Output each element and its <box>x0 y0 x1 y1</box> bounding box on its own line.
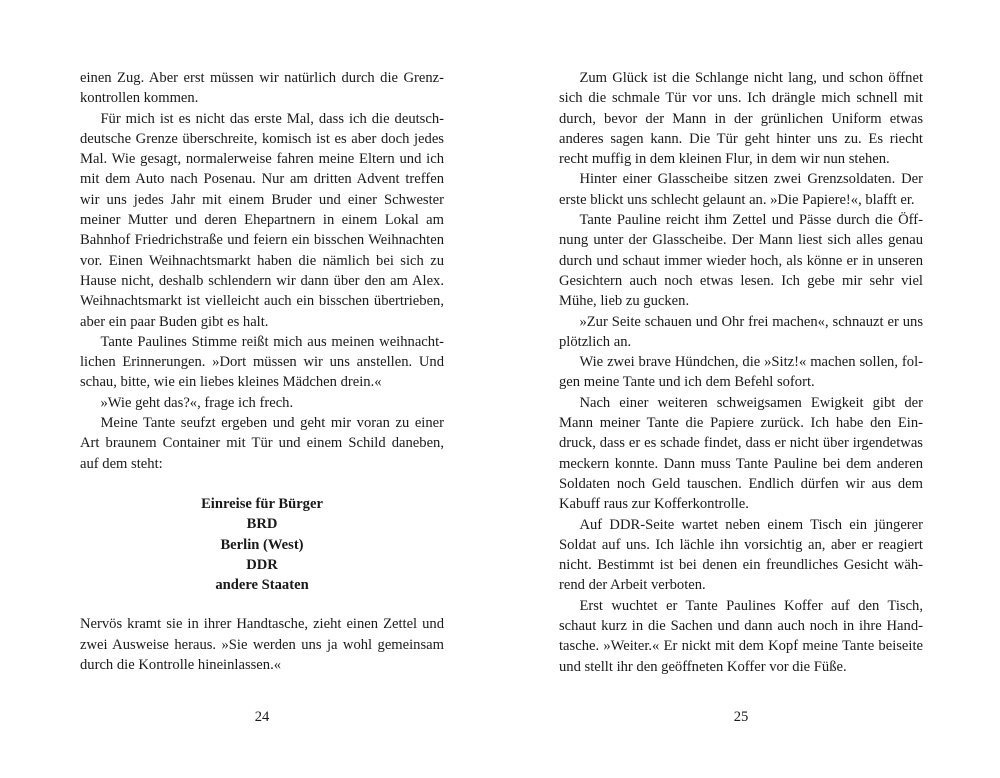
right-page <box>559 68 923 677</box>
paragraph: Tante Pauline reicht ihm Zettel und Pässe durch die Öffnung unter der Glasscheibe. Der Mann liest sich alles genau durch und schaut immer wieder hoch, als könne er in unseren Gesichtern auch noch etwas lesen. Ich gebe mir sehr viel Mühe, lieb zu gucken. <box>559 212 923 310</box>
paragraph: Nach einer weiteren schweigsamen Ewigkeit gibt der Mann meiner Tante die Papiere zurück. Ich habe den Eindruck, dass er es schade findet, dass er nicht über irgendetwas meckern konnte. Dann muss Tante Pauline bei dem anderen Soldaten noch Geld tauschen. Endlich dürfen wir aus dem Kabuff raus zur Kofferkontrolle. <box>559 394 923 513</box>
paragraph: »Wie geht das?«, frage ich frech. <box>100 394 294 411</box>
sign-line: Einreise für Bürger <box>201 495 323 512</box>
paragraph: »Zur Seite schauen und Ohr frei machen«, schnauzt er uns plötzlich an. <box>559 313 923 350</box>
sign-line: DDR <box>246 556 278 573</box>
sign-line: BRD <box>246 516 278 533</box>
paragraph: Auf DDR-Seite wartet neben einem Tisch ein jüngerer Soldat auf uns. Ich lächle ihn vorsichtig an, aber er reagiert nicht. Bestimmt ist bei denen ein freundliches Gesicht während der Arbeit verboten. <box>559 516 923 594</box>
paragraph: Für mich ist es nicht das erste Mal, dass ich die deutsch-deutsche Grenze überschreite, komisch ist es aber doch jedes Mal. Wie gesagt, normalerweise fahren meine Eltern und ich mit dem Auto nach Posenau. Nur am dritten Advent treffen wir uns jedes Jahr mit einem Bruder und einer Schwester meiner Mutter und deren Ehepartnern in einem Lokal am Bahnhof Friedrichstraße und feiern ein bisschen Weihnachten vor. Einen Weihnachtsmarkt haben die nämlich bei sich zu Hause nicht, deshalb schlendern wir dann über den am Alex. Weihnachtsmarkt ist vielleicht auch ein bisschen übertrieben, aber ein paar Buden gibt es halt. <box>80 110 444 330</box>
paragraph: Wie zwei brave Hündchen, die »Sitz!« machen sollen, folgen meine Tante und ich dem Befehl sofort. <box>559 354 923 391</box>
page-number-left: 24 <box>254 709 270 725</box>
paragraph: Zum Glück ist die Schlange nicht lang, und schon öffnet sich die schmale Tür vor uns. Ich drängle mich schnell mit durch, bevor der Mann in der grünlichen Uniform etwas anderes sagen kann. Die Tür geht hinter uns zu. Es riecht recht muffig in dem kleinen Flur, in dem wir nun stehen. <box>559 70 923 168</box>
page-number-right: 25 <box>733 709 749 725</box>
paragraph: Meine Tante seufzt ergeben und geht mir voran zu einer Art braunem Container mit Tür und einem Schild daneben, auf dem steht: <box>80 415 444 472</box>
left-page <box>80 68 444 675</box>
paragraph: Nervös kramt sie in ihrer Handtasche, zieht einen Zettel und zwei Ausweise heraus. »Sie werden uns ja wohl gemeinsam durch die Kontrolle hineinlassen.« <box>80 616 444 674</box>
paragraph: Hinter einer Glasscheibe sitzen zwei Grenzsoldaten. Der erste blickt uns schlecht gelaunt an. »Die Papiere!«, blafft er. <box>559 171 923 208</box>
paragraph: einen Zug. Aber erst müssen wir natürlich durch die Grenzkontrollen kommen. <box>80 70 444 107</box>
sign-line: andere Staaten <box>215 577 309 594</box>
paragraph: Erst wuchtet er Tante Paulines Koffer auf den Tisch, schaut kurz in die Sachen und dann auch noch in ihre Handtasche. »Weiter.« Er nickt mit dem Kopf meine Tante beiseite und stellt ihr den geöffneten Koffer vor die Füße. <box>559 597 923 675</box>
sign-line: Berlin (West) <box>220 536 304 553</box>
border-sign <box>80 494 444 595</box>
paragraph: Tante Paulines Stimme reißt mich aus meinen weihnachtlichen Erinnerungen. »Dort müssen wir uns anstellen. Und schau, bitte, wie ein liebes kleines Mädchen drein.« <box>80 333 444 391</box>
